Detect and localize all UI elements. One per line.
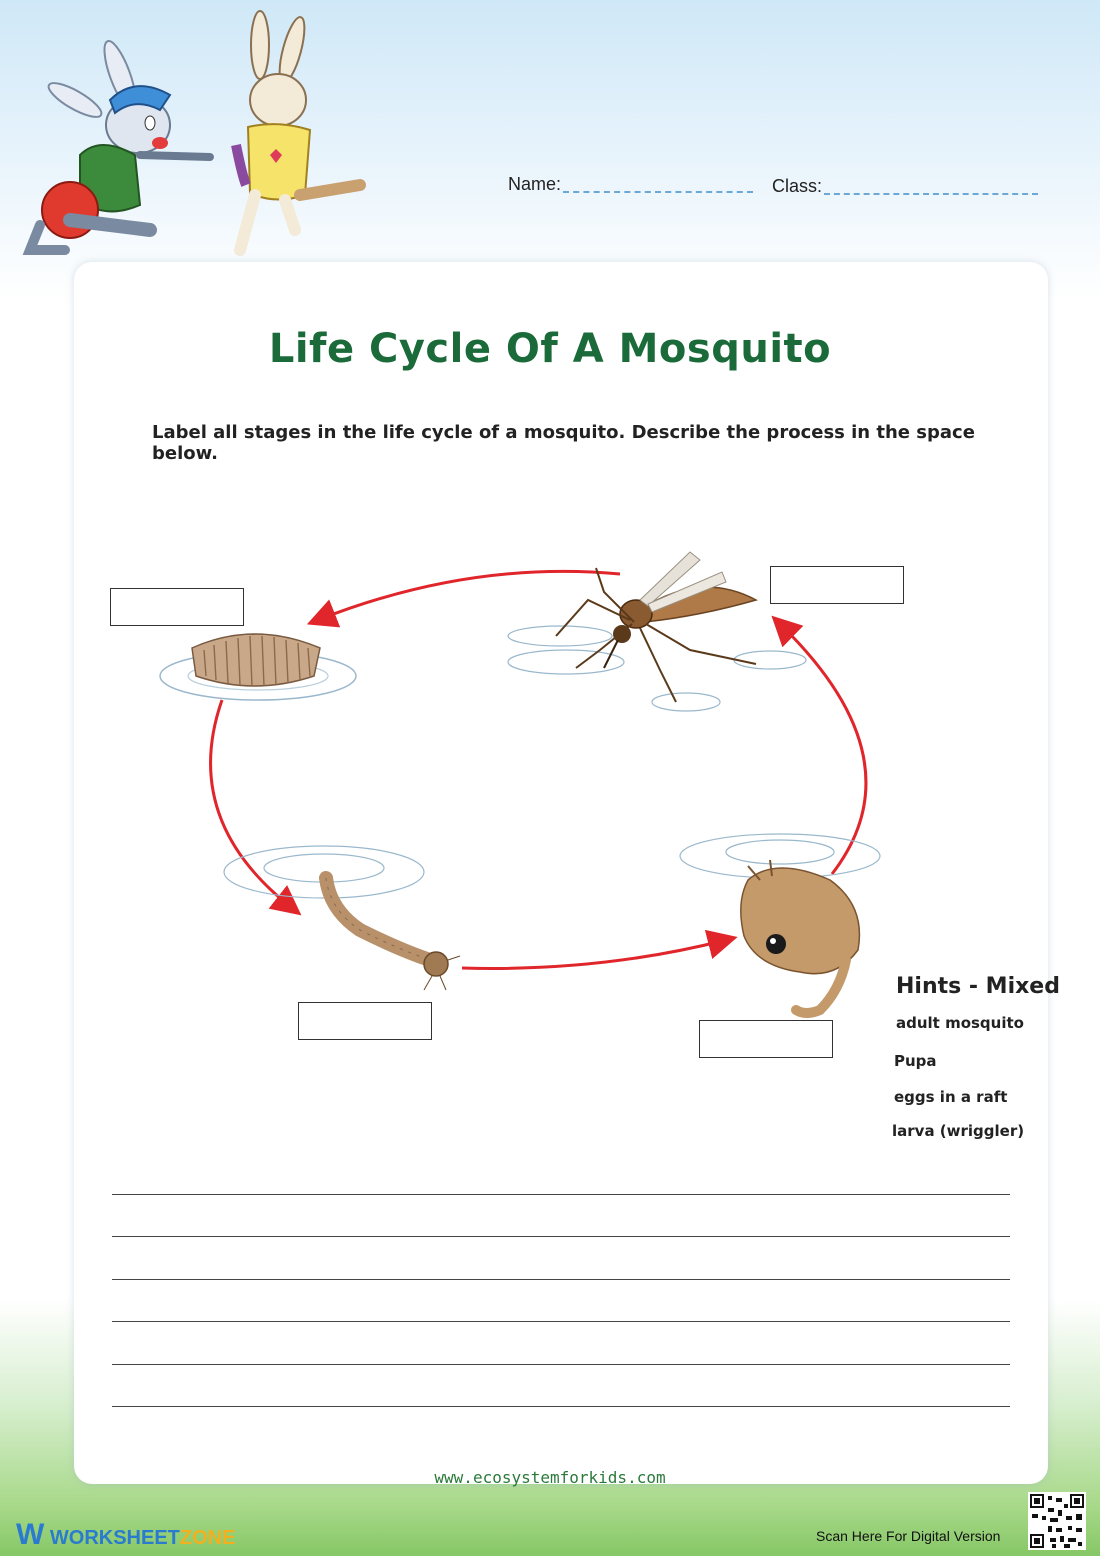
label-box-pupa[interactable] <box>699 1020 833 1058</box>
qr-code-icon[interactable] <box>1028 1492 1086 1550</box>
instructions-text: Label all stages in the life cycle of a mosquito. Describe the process in the space below. <box>152 422 975 464</box>
brand-prefix: WORKSHEET <box>49 1527 180 1549</box>
label-box-egg-raft[interactable] <box>110 588 244 626</box>
label-box-adult[interactable] <box>770 566 904 604</box>
writing-line[interactable] <box>112 1236 1010 1237</box>
writing-line[interactable] <box>112 1321 1010 1322</box>
hint-item: larva (wriggler) <box>892 1122 1025 1140</box>
writing-line[interactable] <box>112 1406 1010 1407</box>
larva-illustration <box>224 846 460 990</box>
scan-text: Scan Here For Digital Version <box>816 1528 1001 1544</box>
egg-raft-illustration <box>160 634 356 700</box>
hints-title: Hints - Mixed <box>896 974 1060 999</box>
writing-line[interactable] <box>112 1279 1010 1280</box>
class-label: Class: <box>772 176 823 196</box>
hint-item: adult mosquito <box>896 1014 1024 1032</box>
writing-line[interactable] <box>112 1364 1010 1365</box>
logo-mark-icon: W <box>16 1518 45 1551</box>
brand-suffix: ZONE <box>179 1527 236 1549</box>
hint-item: eggs in a raft <box>894 1088 1008 1106</box>
worksheetzone-logo-icon[interactable] <box>16 1518 235 1552</box>
name-label: Name: <box>508 174 562 194</box>
label-box-larva[interactable] <box>298 1002 432 1040</box>
pupa-illustration <box>680 834 880 1013</box>
page-title: Life Cycle Of A Mosquito <box>268 326 832 372</box>
writing-line[interactable] <box>112 1194 1010 1195</box>
adult-mosquito-illustration <box>508 552 806 711</box>
hint-item: Pupa <box>894 1052 937 1070</box>
footer-url[interactable]: www.ecosystemforkids.com <box>434 1468 666 1487</box>
